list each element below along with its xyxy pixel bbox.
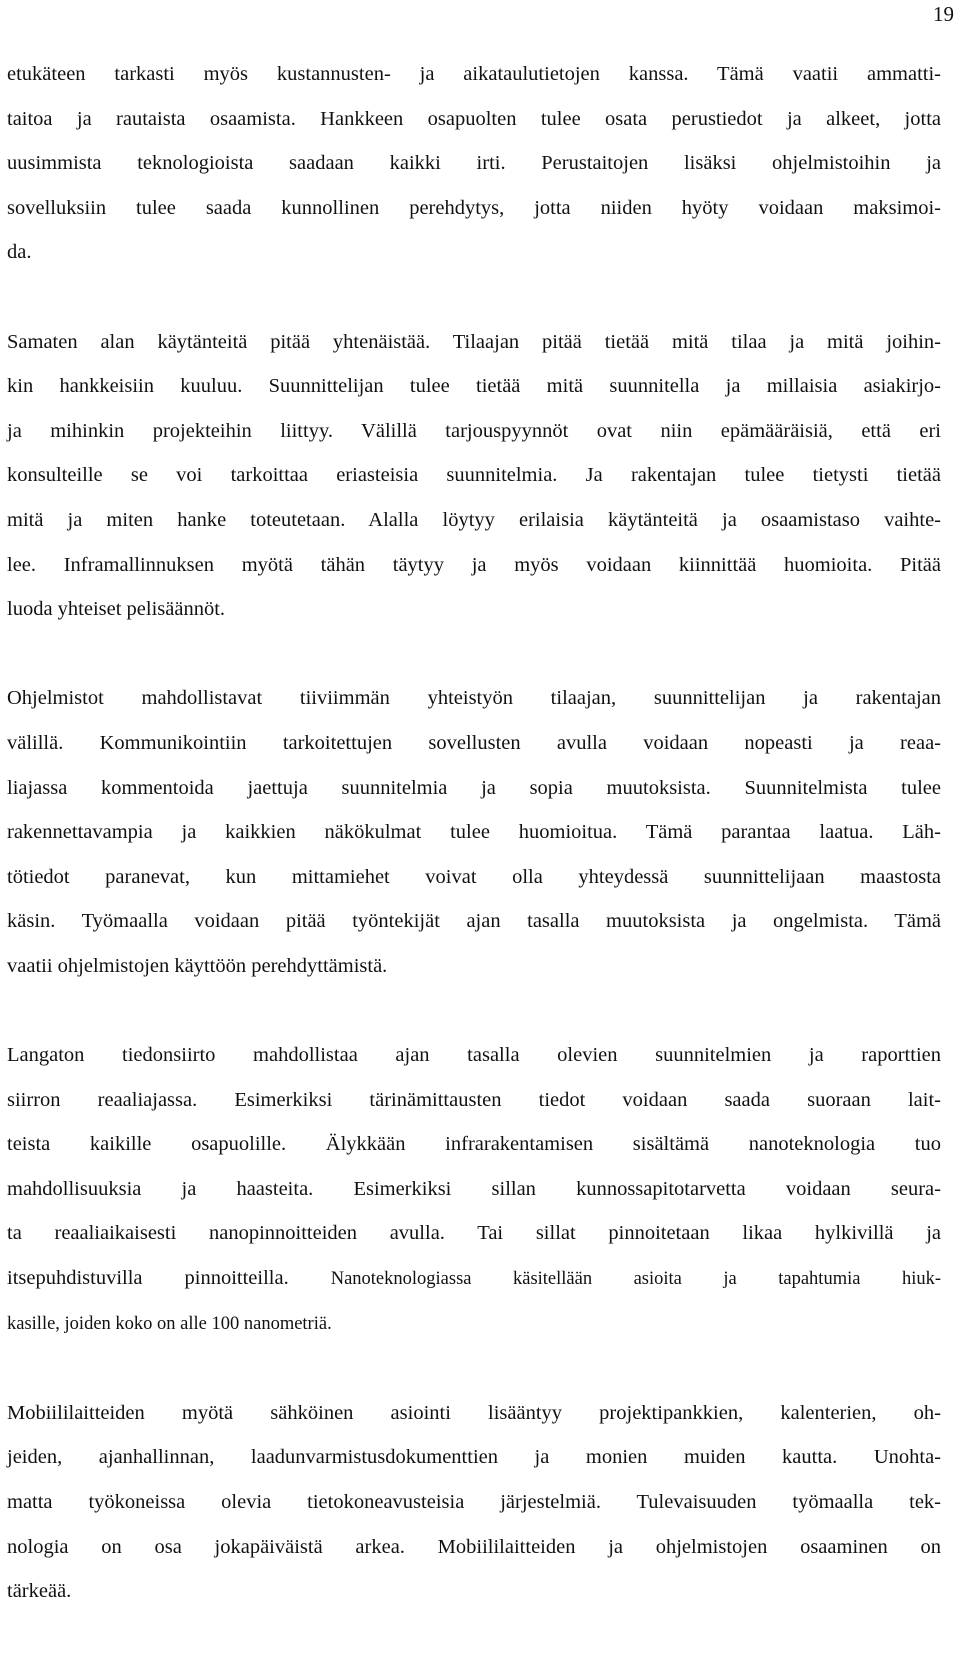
text-line: lee. Inframallinnuksen myötä tähän täytyy ja myös voidaan kiinnittää huomioita. Pitää	[7, 553, 941, 576]
paragraph	[7, 52, 941, 275]
text-line: sovelluksiin tulee saada kunnollinen perehdytys, jotta niiden hyöty voidaan maksimoi-	[7, 196, 941, 219]
text-line: kin hankkeisiin kuuluu. Suunnittelijan tulee tietää mitä suunnitella ja millaisia asiakirjo-	[7, 375, 941, 398]
document-body	[7, 52, 941, 1614]
text-run: itsepuhdistuvilla pinnoitteilla.	[7, 1267, 331, 1290]
text-line: konsulteille se voi tarkoittaa eriasteisia suunnitelmia. Ja rakentajan tulee tietysti tietää	[7, 464, 941, 487]
paragraph-gap	[7, 1346, 941, 1391]
text-line: taitoa ja rautaista osaamista. Hankkeen osapuolten tulee osata perustiedot ja alkeet, jotta	[7, 107, 941, 130]
text-line: Mobiililaitteiden myötä sähköinen asiointi lisääntyy projektipankkien, kalenterien, oh-	[7, 1401, 941, 1424]
text-line: uusimmista teknologioista saadaan kaikki irti. Perustaitojen lisäksi ohjelmistoihin ja	[7, 152, 941, 175]
text-line: mitä ja miten hanke toteutetaan. Alalla löytyy erilaisia käytänteitä ja osaamistaso vaihte-	[7, 508, 941, 531]
text-line: nologia on osa jokapäiväistä arkea. Mobiililaitteiden ja ohjelmistojen osaaminen on	[7, 1535, 941, 1558]
text-line: liajassa kommentoida jaettuja suunnitelmia ja sopia muutoksista. Suunnitelmista tulee	[7, 776, 941, 799]
text-line: Ohjelmistot mahdollistavat tiiviimmän yhteistyön tilaajan, suunnittelijan ja rakentajan	[7, 687, 941, 710]
page-number: 19	[933, 2, 954, 26]
paragraph-gap	[7, 988, 941, 1033]
footnote-run: Nanoteknologiassa käsitellään asioita ja tapahtumia hiuk-	[330, 1269, 941, 1290]
text-line: ta reaaliaikaisesti nanopinnoitteiden avulla. Tai sillat pinnoitetaan likaa hylkivillä ja	[7, 1222, 941, 1245]
text-line: mahdollisuuksia ja haasteita. Esimerkiksi sillan kunnossapitotarvetta voidaan seura-	[7, 1177, 941, 1200]
text-line: välillä. Kommunikointiin tarkoitettujen sovellusten avulla voidaan nopeasti ja reaa-	[7, 731, 941, 754]
text-line: matta työkoneissa olevia tietokoneavusteisia järjestelmiä. Tulevaisuuden työmaalla tek-	[7, 1491, 941, 1513]
text-line: ja mihinkin projekteihin liittyy. Välillä tarjouspyynnöt ovat niin epämääräisiä, että eri	[7, 419, 941, 442]
text-line: da.	[7, 241, 32, 264]
text-line: luoda yhteiset pelisäännöt.	[7, 598, 226, 621]
text-line: käsin. Työmaalla voidaan pitää työntekijät ajan tasalla muutoksista ja ongelmista. Tämä	[7, 910, 941, 933]
paragraph	[7, 320, 941, 632]
text-line: etukäteen tarkasti myös kustannusten- ja aikataulutietojen kanssa. Tämä vaatii ammatti-	[7, 63, 941, 85]
text-line-mixed	[7, 1256, 941, 1302]
text-line: Samaten alan käytänteitä pitää yhtenäistää. Tilaajan pitää tietää mitä tilaa ja mitä joihin-	[7, 330, 941, 353]
text-line: teista kaikille osapuolille. Älykkään infrarakentamisen sisältämä nanoteknologia tuo	[7, 1133, 941, 1156]
text-line: kasille, joiden koko on alle 100 nanometriä.	[7, 1313, 332, 1334]
text-line: tötiedot paranevat, kun mittamiehet voivat olla yhteydessä suunnittelijaan maastosta	[7, 865, 941, 888]
paragraph	[7, 676, 941, 988]
paragraph	[7, 1391, 941, 1614]
text-line: tärkeää.	[7, 1580, 72, 1603]
text-line: vaatii ohjelmistojen käyttöön perehdyttämistä.	[7, 954, 388, 977]
paragraph-gap	[7, 632, 941, 677]
paragraph-gap	[7, 275, 941, 320]
text-line: jeiden, ajanhallinnan, laadunvarmistusdokumenttien ja monien muiden kautta. Unohta-	[7, 1446, 941, 1469]
text-line: rakennettavampia ja kaikkien näkökulmat tulee huomioitua. Tämä parantaa laatua. Läh-	[7, 821, 941, 844]
text-line: Langaton tiedonsiirto mahdollistaa ajan tasalla olevien suunnitelmien ja raporttien	[7, 1044, 941, 1067]
paragraph	[7, 1033, 941, 1346]
text-line: siirron reaaliajassa. Esimerkiksi tärinämittausten tiedot voidaan saada suoraan lait-	[7, 1088, 941, 1111]
